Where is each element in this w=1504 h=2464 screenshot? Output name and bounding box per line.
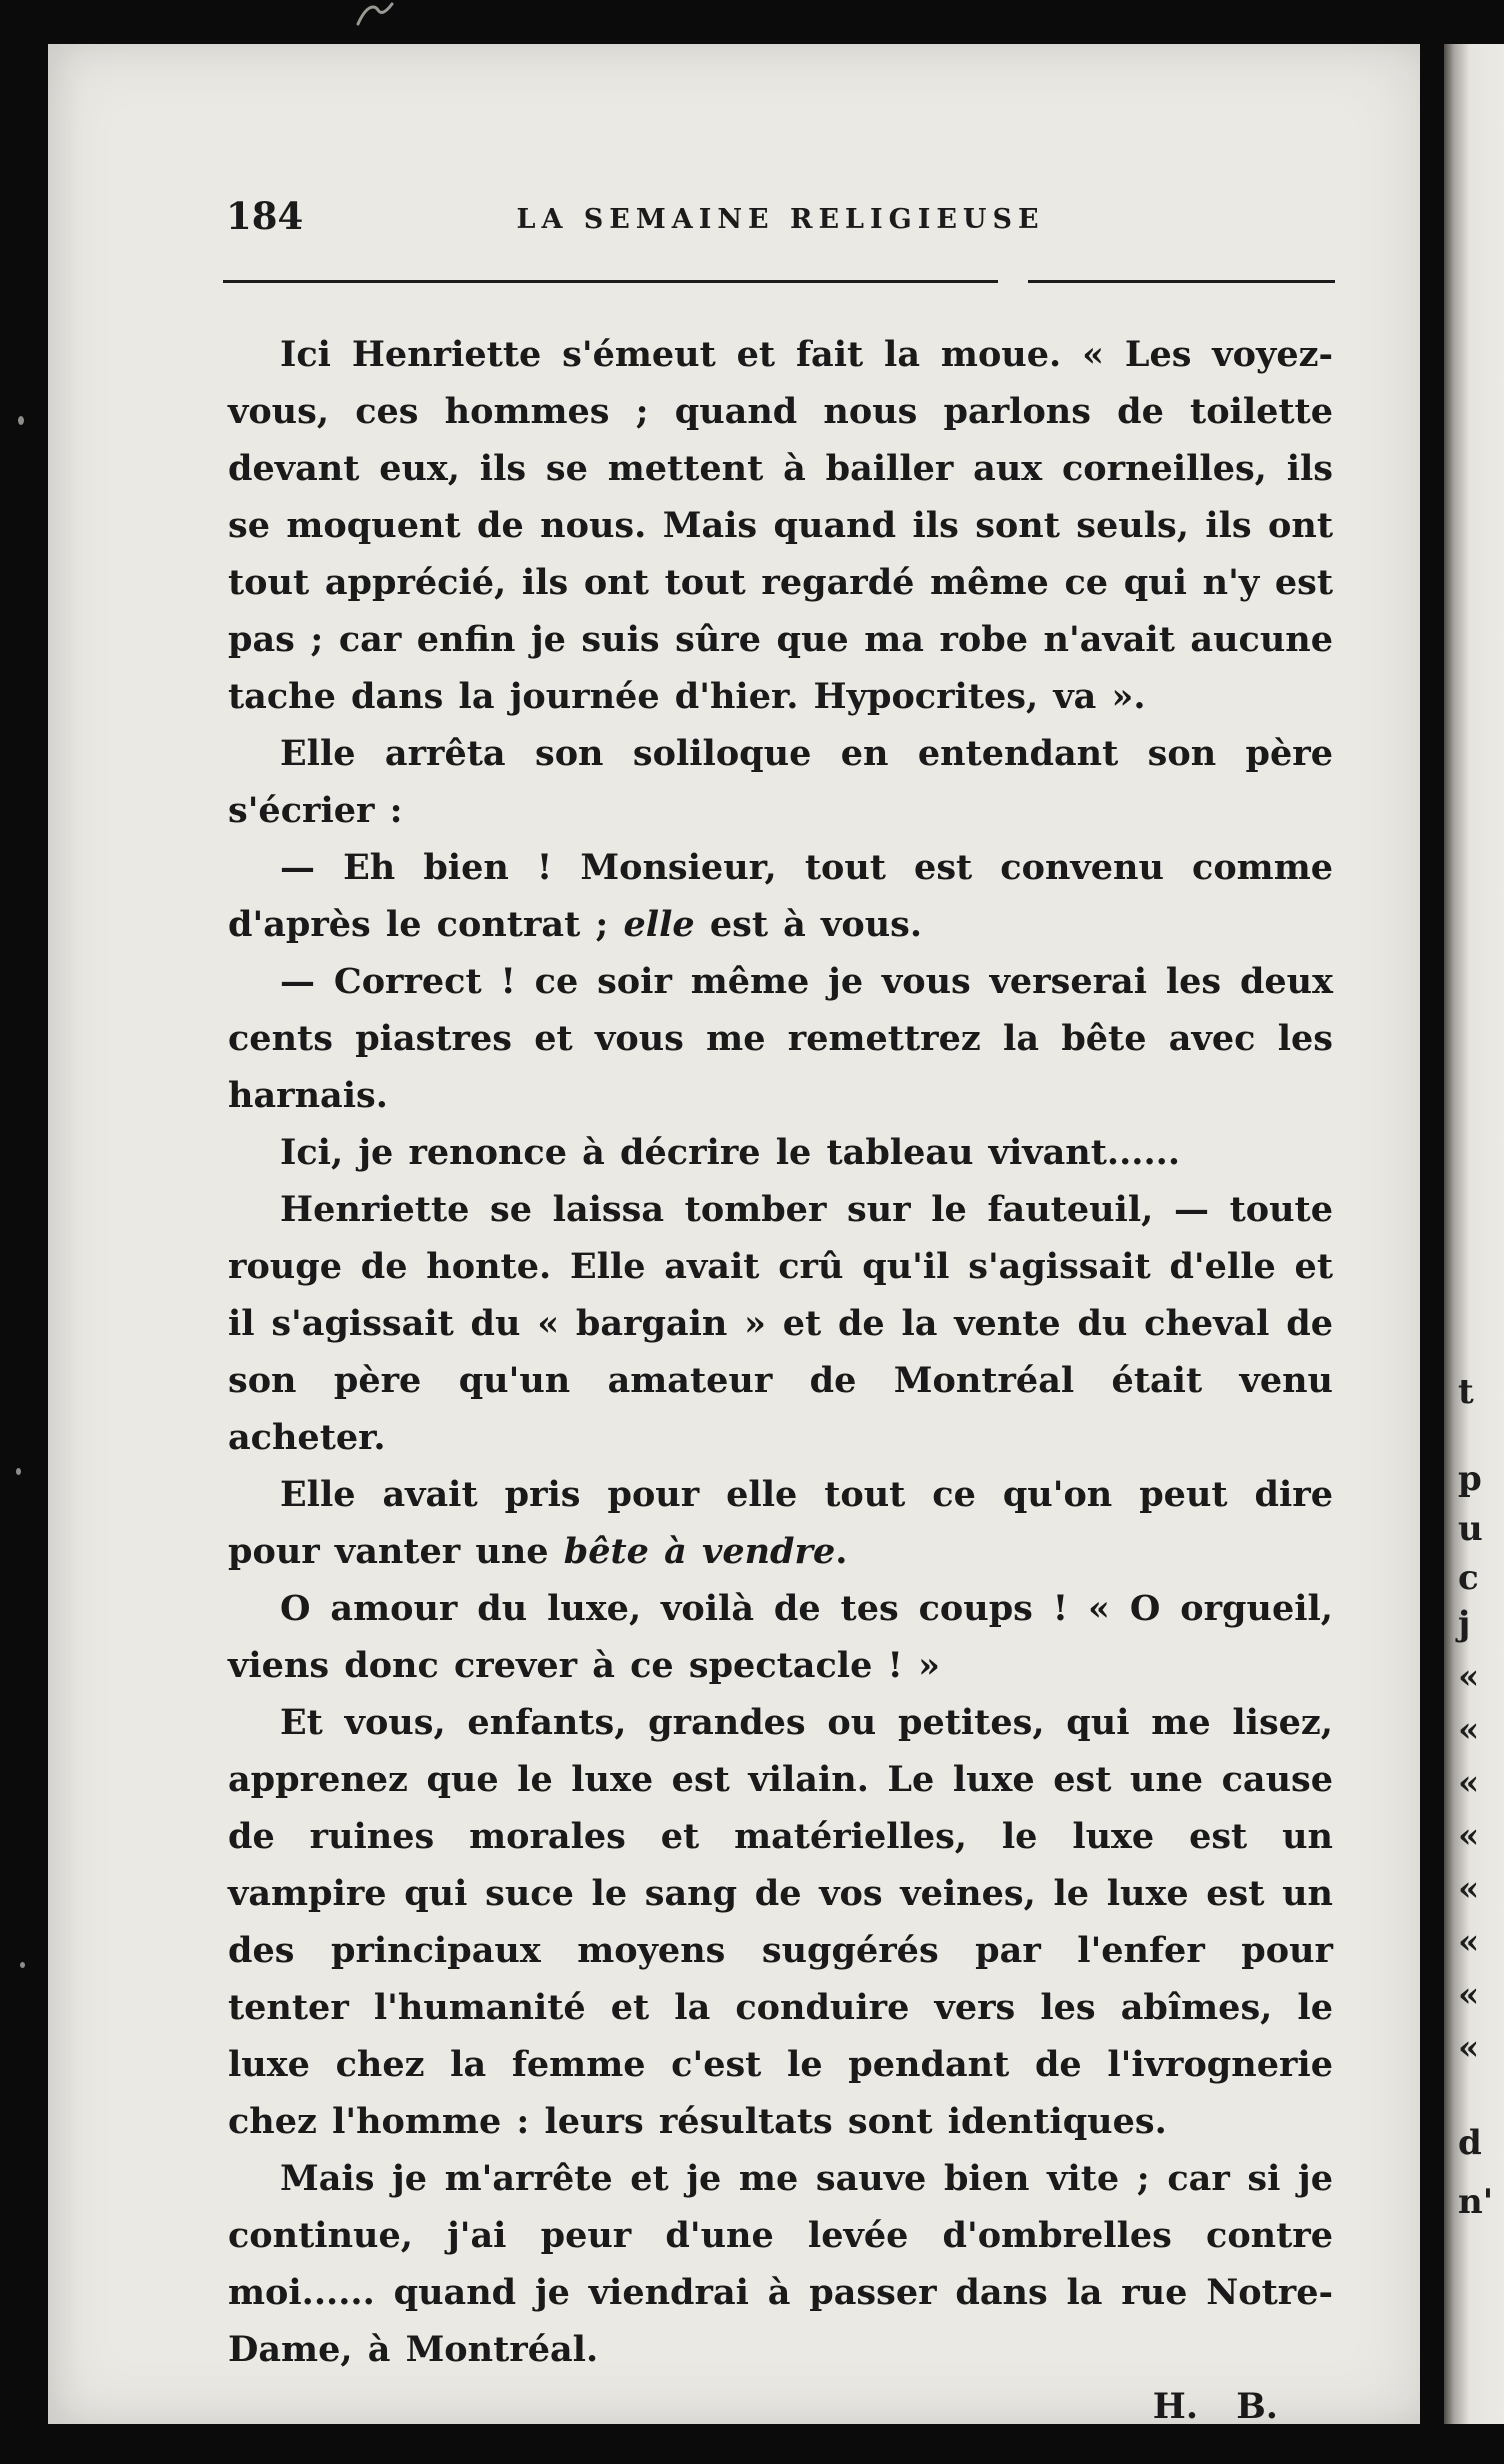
next-page-edge xyxy=(1444,44,1504,2424)
margin-fragment: « xyxy=(1458,1710,1480,1750)
margin-fragment: n' xyxy=(1458,2182,1494,2222)
dust-speck xyxy=(18,416,24,425)
margin-fragment: « xyxy=(1458,1816,1480,1856)
scanned-page xyxy=(48,44,1420,2427)
margin-fragment: p xyxy=(1458,1459,1482,1499)
paragraph: Elle arrêta son soliloque en entendant son père s'écrier : xyxy=(228,733,1333,831)
margin-fragment: « xyxy=(1458,1763,1480,1803)
paragraph: Elle avait pris pour elle tout ce qu'on peut dire pour vanter une bête à vendre. xyxy=(228,1474,1333,1572)
margin-fragment: « xyxy=(1458,2028,1480,2068)
paragraph: Ici Henriette s'émeut et fait la moue. « Les voyez-vous, ces hommes ; quand nous parlons de toilette devant eux, ils se mettent à bailler aux corneilles, ils se moquent de nous. Mais quand ils sont seuls, ils ont tout apprécié, ils ont tout regardé même ce qui n'y est pas ; car enfin je suis sûre que ma robe n'avait aucune tache dans la journée d'hier. Hypocrites, va ». xyxy=(228,334,1333,717)
paragraphs xyxy=(228,326,1333,2378)
header-rule-left xyxy=(223,280,998,283)
header-rule-right xyxy=(1028,280,1335,283)
paragraph: Henriette se laissa tomber sur le fauteuil, — toute rouge de honte. Elle avait crû qu'il s'agissait d'elle et il s'agissait du « bargain » et de la vente du cheval de son père qu'un amateur de Montréal était venu acheter. xyxy=(228,1189,1333,1458)
page-number: 184 xyxy=(226,194,304,238)
margin-fragment: t xyxy=(1458,1372,1474,1412)
paragraph: — Eh bien ! Monsieur, tout est convenu comme d'après le contrat ; elle est à vous. xyxy=(228,847,1333,945)
signature: H. B. xyxy=(1152,2386,1278,2427)
body-text xyxy=(228,326,1333,2464)
margin-fragment: « xyxy=(1458,1922,1480,1962)
dust-speck xyxy=(16,1468,21,1475)
margin-fragment: d xyxy=(1458,2123,1482,2163)
margin-fragment: « xyxy=(1458,1975,1480,2015)
margin-fragment: « xyxy=(1458,1657,1480,1697)
paragraph: — Correct ! ce soir même je vous verserai les deux cents piastres et vous me remettrez la bête avec les harnais. xyxy=(228,961,1333,1116)
paragraph: Et vous, enfants, grandes ou petites, qui me lisez, apprenez que le luxe est vilain. Le luxe est une cause de ruines morales et matérielles, le luxe est un vampire qui suce le sang de vos veines, le luxe est un des principaux moyens suggérés par l'enfer pour tenter l'humanité et la conduire vers les abîmes, le luxe chez la femme c'est le pendant de l'ivrognerie chez l'homme : leurs résultats sont identiques. xyxy=(228,1702,1333,2142)
margin-fragment: u xyxy=(1458,1509,1483,1549)
margin-fragment: « xyxy=(1458,1869,1480,1909)
paragraph: Ici, je renonce à décrire le tableau vivant...... xyxy=(280,1132,1181,1173)
margin-fragment: c xyxy=(1458,1558,1479,1598)
paragraph: O amour du luxe, voilà de tes coups ! « O orgueil, viens donc crever à ce spectacle ! » xyxy=(228,1588,1333,1686)
paragraph: Mais je m'arrête et je me sauve bien vite ; car si je continue, j'ai peur d'une levée d'ombrelles contre moi...... quand je viendrai à passer dans la rue Notre-Dame, à Montréal. xyxy=(228,2158,1333,2370)
journal-header: LA SEMAINE RELIGIEUSE xyxy=(516,204,1045,235)
scan-artifact xyxy=(352,0,398,30)
margin-fragment: j xyxy=(1458,1604,1471,1644)
dust-speck xyxy=(20,1962,25,1968)
header-rule xyxy=(223,280,1335,283)
